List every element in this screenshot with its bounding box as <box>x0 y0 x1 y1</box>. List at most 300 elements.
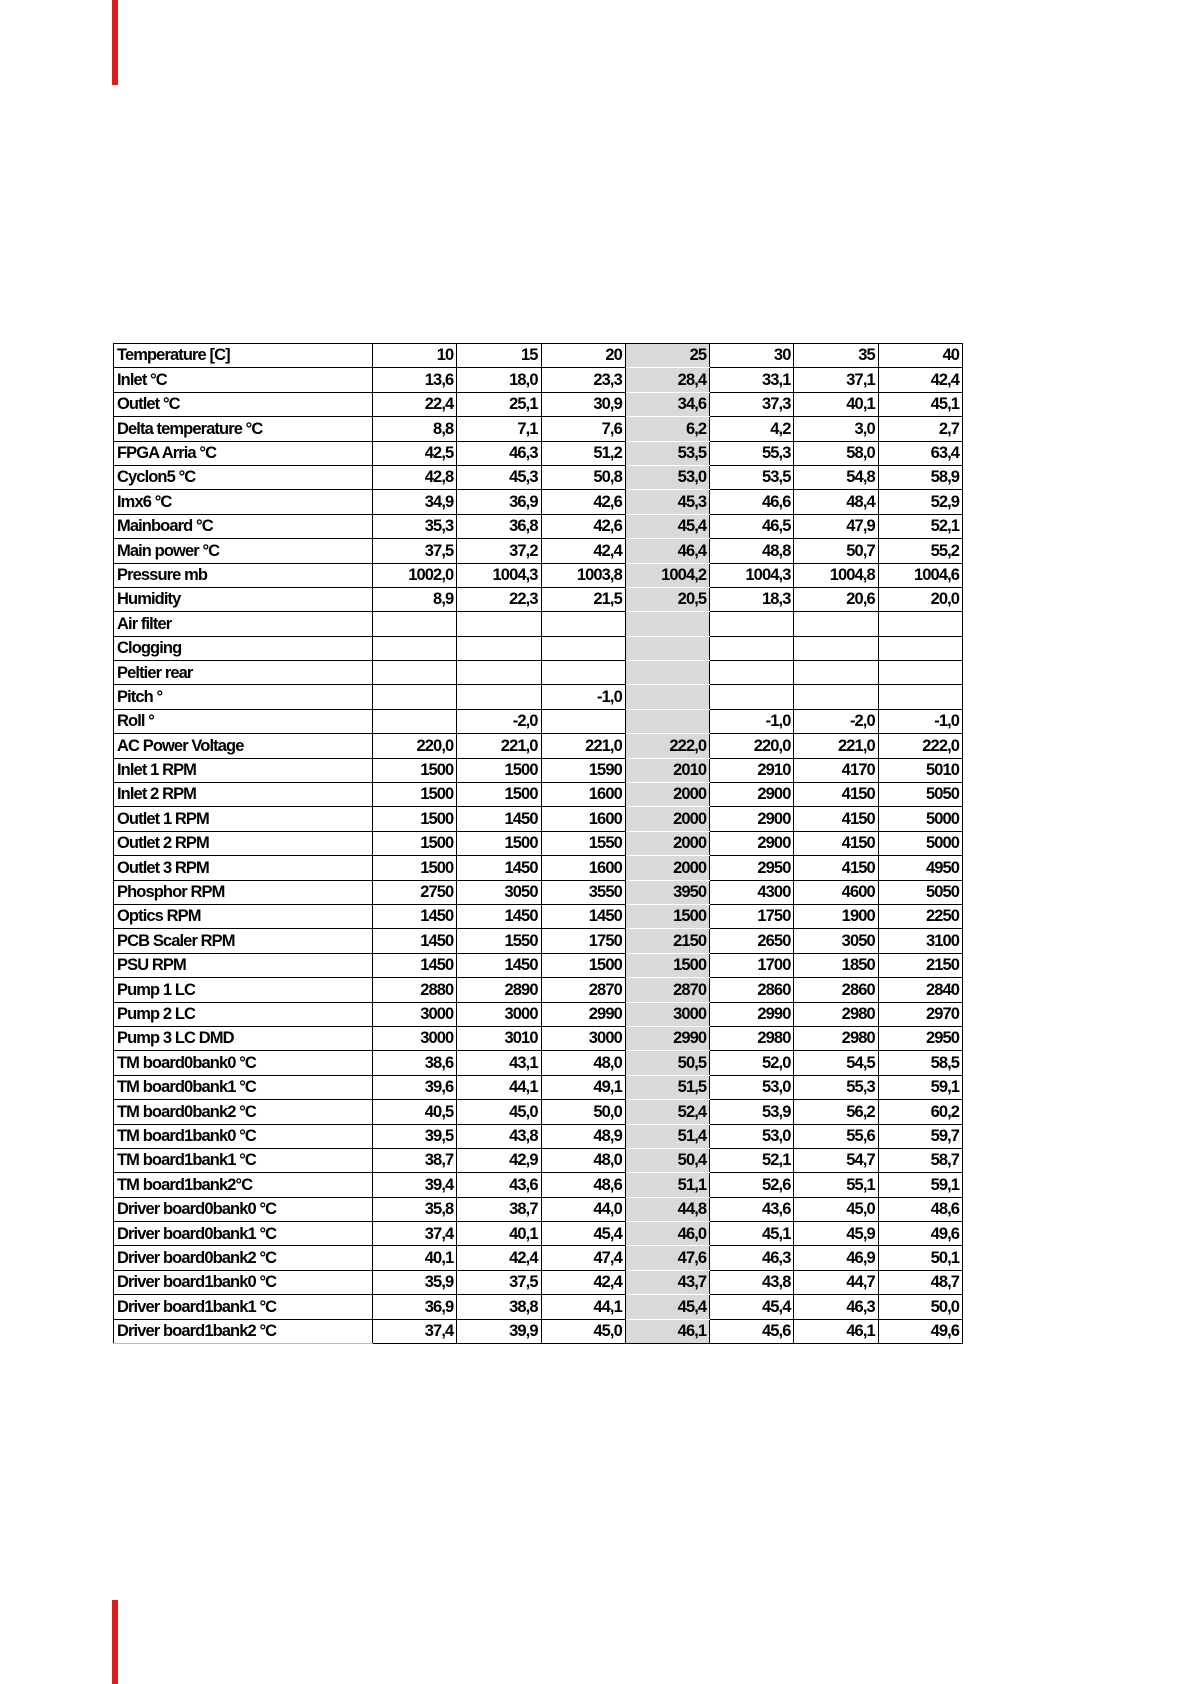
value-cell <box>878 636 962 660</box>
value-cell: 58,0 <box>794 441 878 465</box>
value-cell: 51,1 <box>625 1173 709 1197</box>
value-cell: 46,4 <box>625 539 709 563</box>
value-cell: 3100 <box>878 929 962 953</box>
value-cell: 7,1 <box>457 417 541 441</box>
value-cell: 42,6 <box>541 490 625 514</box>
value-cell: 20,5 <box>625 587 709 611</box>
row-label: Cyclon5 °C <box>114 465 373 489</box>
value-cell: 54,8 <box>794 465 878 489</box>
value-cell: 4950 <box>878 856 962 880</box>
value-cell: 42,4 <box>878 368 962 392</box>
table-row <box>114 807 963 831</box>
value-cell <box>710 661 794 685</box>
value-cell: 38,6 <box>373 1051 457 1075</box>
value-cell: 46,1 <box>625 1319 709 1343</box>
value-cell: 1900 <box>794 904 878 928</box>
value-cell: 50,4 <box>625 1148 709 1172</box>
value-cell: 1700 <box>710 953 794 977</box>
row-label: Humidity <box>114 587 373 611</box>
table-row <box>114 1319 963 1343</box>
table-row <box>114 1002 963 1026</box>
value-cell: 51,4 <box>625 1124 709 1148</box>
value-cell: 52,0 <box>710 1051 794 1075</box>
value-cell: 1850 <box>794 953 878 977</box>
table-row <box>114 587 963 611</box>
value-cell: 1550 <box>457 929 541 953</box>
value-cell: 40,5 <box>373 1100 457 1124</box>
value-cell: 221,0 <box>794 734 878 758</box>
value-cell: -2,0 <box>794 709 878 733</box>
table-row <box>114 441 963 465</box>
value-cell <box>625 636 709 660</box>
value-cell: 1500 <box>625 953 709 977</box>
value-cell: 1450 <box>373 953 457 977</box>
value-cell: 4170 <box>794 758 878 782</box>
row-label: Pump 3 LC DMD <box>114 1026 373 1050</box>
value-cell: 4300 <box>710 880 794 904</box>
row-label: Driver board0bank0 °C <box>114 1197 373 1221</box>
row-label: Clogging <box>114 636 373 660</box>
value-cell <box>625 709 709 733</box>
row-label: Outlet °C <box>114 392 373 416</box>
value-cell: 1600 <box>541 783 625 807</box>
value-cell: 50,0 <box>541 1100 625 1124</box>
value-cell: 35,3 <box>373 514 457 538</box>
value-cell: 1450 <box>373 904 457 928</box>
value-cell <box>710 636 794 660</box>
table-row <box>114 1173 963 1197</box>
value-cell: -2,0 <box>457 709 541 733</box>
value-cell: 47,4 <box>541 1246 625 1270</box>
value-cell <box>878 612 962 636</box>
value-cell: 45,0 <box>541 1319 625 1343</box>
value-cell: 21,5 <box>541 587 625 611</box>
value-cell: 34,9 <box>373 490 457 514</box>
value-cell: 52,1 <box>710 1148 794 1172</box>
value-cell: 37,4 <box>373 1222 457 1246</box>
table-row <box>114 904 963 928</box>
value-cell: 1004,3 <box>710 563 794 587</box>
value-cell: 2860 <box>794 978 878 1002</box>
table-row <box>114 636 963 660</box>
value-cell: 55,1 <box>794 1173 878 1197</box>
value-cell <box>373 661 457 685</box>
value-cell <box>710 685 794 709</box>
table-row <box>114 490 963 514</box>
value-cell: 53,5 <box>710 465 794 489</box>
value-cell <box>541 709 625 733</box>
table-row <box>114 1270 963 1294</box>
value-cell: 3050 <box>794 929 878 953</box>
value-cell: 1590 <box>541 758 625 782</box>
value-cell <box>794 612 878 636</box>
table-row <box>114 1124 963 1148</box>
value-cell: 43,7 <box>625 1270 709 1294</box>
table-row <box>114 758 963 782</box>
table-row <box>114 1148 963 1172</box>
value-cell: 36,9 <box>373 1295 457 1319</box>
value-cell: 22,3 <box>457 587 541 611</box>
table-row <box>114 1100 963 1124</box>
value-cell: 51,2 <box>541 441 625 465</box>
column-header-cell: 25 <box>625 344 709 368</box>
value-cell <box>373 612 457 636</box>
value-cell: 53,5 <box>625 441 709 465</box>
value-cell: 55,3 <box>794 1075 878 1099</box>
value-cell: 2150 <box>878 953 962 977</box>
value-cell: 1600 <box>541 807 625 831</box>
value-cell: 4150 <box>794 807 878 831</box>
table-row <box>114 1295 963 1319</box>
row-label: Temperature [C] <box>114 344 373 368</box>
row-label: TM board1bank2°C <box>114 1173 373 1197</box>
value-cell: 55,2 <box>878 539 962 563</box>
value-cell: 48,8 <box>710 539 794 563</box>
row-label: TM board0bank0 °C <box>114 1051 373 1075</box>
value-cell: 1600 <box>541 856 625 880</box>
value-cell: 7,6 <box>541 417 625 441</box>
table-row <box>114 953 963 977</box>
value-cell: 30,9 <box>541 392 625 416</box>
value-cell: 3010 <box>457 1026 541 1050</box>
column-header-cell: 15 <box>457 344 541 368</box>
row-label: Inlet 2 RPM <box>114 783 373 807</box>
value-cell: -1,0 <box>710 709 794 733</box>
value-cell: 3000 <box>373 1026 457 1050</box>
value-cell: 42,4 <box>541 1270 625 1294</box>
value-cell: 45,4 <box>625 1295 709 1319</box>
measurement-table <box>113 343 963 1344</box>
value-cell: 46,6 <box>710 490 794 514</box>
value-cell: 51,5 <box>625 1075 709 1099</box>
row-label: Main power °C <box>114 539 373 563</box>
table-row <box>114 661 963 685</box>
column-header-cell: 40 <box>878 344 962 368</box>
value-cell: 2000 <box>625 831 709 855</box>
row-label: Roll ° <box>114 709 373 733</box>
header-row <box>114 344 963 368</box>
value-cell: 22,4 <box>373 392 457 416</box>
row-label: TM board0bank2 °C <box>114 1100 373 1124</box>
value-cell: 3000 <box>541 1026 625 1050</box>
value-cell: 54,5 <box>794 1051 878 1075</box>
value-cell: 34,6 <box>625 392 709 416</box>
value-cell: 46,3 <box>794 1295 878 1319</box>
value-cell: 48,0 <box>541 1051 625 1075</box>
row-label: Pressure mb <box>114 563 373 587</box>
value-cell: 4600 <box>794 880 878 904</box>
value-cell <box>541 636 625 660</box>
value-cell: 222,0 <box>878 734 962 758</box>
value-cell: 38,7 <box>457 1197 541 1221</box>
value-cell: 37,1 <box>794 368 878 392</box>
value-cell: 28,4 <box>625 368 709 392</box>
value-cell: 36,8 <box>457 514 541 538</box>
table-row <box>114 1051 963 1075</box>
value-cell: 48,4 <box>794 490 878 514</box>
value-cell: 44,1 <box>541 1295 625 1319</box>
value-cell: 3000 <box>373 1002 457 1026</box>
value-cell: 1500 <box>457 783 541 807</box>
value-cell: 1450 <box>457 953 541 977</box>
row-label: Driver board1bank2 °C <box>114 1319 373 1343</box>
value-cell <box>457 685 541 709</box>
value-cell: 1500 <box>373 807 457 831</box>
value-cell: 45,6 <box>710 1319 794 1343</box>
table-row <box>114 831 963 855</box>
value-cell: 46,5 <box>710 514 794 538</box>
value-cell: 33,1 <box>710 368 794 392</box>
value-cell: 39,4 <box>373 1173 457 1197</box>
value-cell: 52,1 <box>878 514 962 538</box>
value-cell: 8,9 <box>373 587 457 611</box>
row-label: Outlet 1 RPM <box>114 807 373 831</box>
value-cell: 58,5 <box>878 1051 962 1075</box>
value-cell <box>541 612 625 636</box>
value-cell <box>625 685 709 709</box>
table-row <box>114 783 963 807</box>
value-cell: 48,6 <box>878 1197 962 1221</box>
row-label: FPGA Arria °C <box>114 441 373 465</box>
table-row <box>114 978 963 1002</box>
value-cell: 2250 <box>878 904 962 928</box>
value-cell: 44,1 <box>457 1075 541 1099</box>
table-row <box>114 1075 963 1099</box>
value-cell: 42,4 <box>457 1246 541 1270</box>
value-cell <box>457 661 541 685</box>
value-cell: 55,3 <box>710 441 794 465</box>
value-cell: 48,6 <box>541 1173 625 1197</box>
value-cell: 18,3 <box>710 587 794 611</box>
table-row <box>114 1197 963 1221</box>
value-cell: 59,1 <box>878 1075 962 1099</box>
value-cell: 50,1 <box>878 1246 962 1270</box>
value-cell: 58,9 <box>878 465 962 489</box>
value-cell: 1450 <box>457 807 541 831</box>
column-header-cell: 35 <box>794 344 878 368</box>
table-row <box>114 734 963 758</box>
value-cell <box>373 685 457 709</box>
value-cell: 39,5 <box>373 1124 457 1148</box>
value-cell: 2,7 <box>878 417 962 441</box>
value-cell: 46,3 <box>710 1246 794 1270</box>
value-cell: 49,6 <box>878 1222 962 1246</box>
value-cell: 5050 <box>878 880 962 904</box>
value-cell <box>878 685 962 709</box>
value-cell: 3950 <box>625 880 709 904</box>
value-cell <box>541 661 625 685</box>
value-cell: 2900 <box>710 831 794 855</box>
value-cell: 60,2 <box>878 1100 962 1124</box>
value-cell: 6,2 <box>625 417 709 441</box>
value-cell: 1002,0 <box>373 563 457 587</box>
row-label: Driver board1bank1 °C <box>114 1295 373 1319</box>
value-cell: 1450 <box>457 904 541 928</box>
accent-bar-bottom <box>112 1600 118 1684</box>
value-cell: 1500 <box>373 831 457 855</box>
row-label: Inlet 1 RPM <box>114 758 373 782</box>
value-cell: 50,7 <box>794 539 878 563</box>
row-label: TM board1bank0 °C <box>114 1124 373 1148</box>
value-cell: 221,0 <box>541 734 625 758</box>
value-cell: 13,6 <box>373 368 457 392</box>
value-cell: 220,0 <box>373 734 457 758</box>
value-cell: 35,8 <box>373 1197 457 1221</box>
value-cell: 43,6 <box>710 1197 794 1221</box>
value-cell: 45,4 <box>541 1222 625 1246</box>
value-cell: 52,9 <box>878 490 962 514</box>
value-cell: 38,8 <box>457 1295 541 1319</box>
measurement-table-container <box>113 343 963 1344</box>
value-cell: 25,1 <box>457 392 541 416</box>
value-cell: 2000 <box>625 856 709 880</box>
value-cell: 1500 <box>373 758 457 782</box>
value-cell <box>625 661 709 685</box>
value-cell: 4,2 <box>710 417 794 441</box>
value-cell: 45,0 <box>457 1100 541 1124</box>
value-cell: 2000 <box>625 807 709 831</box>
value-cell: 3000 <box>625 1002 709 1026</box>
value-cell: 46,9 <box>794 1246 878 1270</box>
value-cell: 42,4 <box>541 539 625 563</box>
value-cell: 40,1 <box>794 392 878 416</box>
value-cell: 52,4 <box>625 1100 709 1124</box>
value-cell: 2840 <box>878 978 962 1002</box>
value-cell: 55,6 <box>794 1124 878 1148</box>
value-cell: 37,5 <box>457 1270 541 1294</box>
value-cell: 43,6 <box>457 1173 541 1197</box>
value-cell: 43,8 <box>457 1124 541 1148</box>
row-label: Pump 2 LC <box>114 1002 373 1026</box>
value-cell: 1450 <box>373 929 457 953</box>
value-cell: 48,7 <box>878 1270 962 1294</box>
value-cell: 4150 <box>794 856 878 880</box>
value-cell: 37,4 <box>373 1319 457 1343</box>
value-cell: 44,7 <box>794 1270 878 1294</box>
value-cell: 59,1 <box>878 1173 962 1197</box>
value-cell <box>878 661 962 685</box>
value-cell: 49,6 <box>878 1319 962 1343</box>
table-row <box>114 1222 963 1246</box>
row-label: Pitch ° <box>114 685 373 709</box>
value-cell <box>794 685 878 709</box>
value-cell: 2950 <box>710 856 794 880</box>
value-cell: 45,1 <box>710 1222 794 1246</box>
column-header-cell: 10 <box>373 344 457 368</box>
value-cell: 1500 <box>457 831 541 855</box>
value-cell: 1004,6 <box>878 563 962 587</box>
row-label: Delta temperature °C <box>114 417 373 441</box>
value-cell: 53,0 <box>710 1075 794 1099</box>
table-row <box>114 612 963 636</box>
value-cell: 2980 <box>794 1002 878 1026</box>
value-cell <box>373 636 457 660</box>
table-row <box>114 709 963 733</box>
table-row <box>114 929 963 953</box>
value-cell: 37,2 <box>457 539 541 563</box>
value-cell: 40,1 <box>373 1246 457 1270</box>
value-cell: 54,7 <box>794 1148 878 1172</box>
value-cell: 1500 <box>373 856 457 880</box>
row-label: Driver board0bank2 °C <box>114 1246 373 1270</box>
row-label: TM board1bank1 °C <box>114 1148 373 1172</box>
value-cell: 2990 <box>710 1002 794 1026</box>
value-cell: 2900 <box>710 783 794 807</box>
value-cell: 2900 <box>710 807 794 831</box>
value-cell: 47,6 <box>625 1246 709 1270</box>
value-cell: -1,0 <box>878 709 962 733</box>
value-cell: 20,6 <box>794 587 878 611</box>
value-cell: 42,6 <box>541 514 625 538</box>
value-cell <box>457 612 541 636</box>
value-cell <box>794 661 878 685</box>
value-cell: 3000 <box>457 1002 541 1026</box>
value-cell: 45,3 <box>457 465 541 489</box>
table-row <box>114 392 963 416</box>
value-cell: 46,1 <box>794 1319 878 1343</box>
row-label: Phosphor RPM <box>114 880 373 904</box>
table-row <box>114 368 963 392</box>
row-label: Imx6 °C <box>114 490 373 514</box>
value-cell: 2000 <box>625 783 709 807</box>
row-label: Outlet 3 RPM <box>114 856 373 880</box>
value-cell: 2980 <box>710 1026 794 1050</box>
value-cell: 3050 <box>457 880 541 904</box>
value-cell: 50,8 <box>541 465 625 489</box>
value-cell: 5050 <box>878 783 962 807</box>
value-cell: 1500 <box>541 953 625 977</box>
value-cell: 2880 <box>373 978 457 1002</box>
value-cell: 53,0 <box>625 465 709 489</box>
value-cell: 3550 <box>541 880 625 904</box>
value-cell: 39,6 <box>373 1075 457 1099</box>
value-cell: 2970 <box>878 1002 962 1026</box>
row-label: AC Power Voltage <box>114 734 373 758</box>
value-cell: 2650 <box>710 929 794 953</box>
value-cell: 50,5 <box>625 1051 709 1075</box>
value-cell: 1500 <box>373 783 457 807</box>
value-cell: 37,5 <box>373 539 457 563</box>
value-cell: 45,4 <box>710 1295 794 1319</box>
value-cell: 2150 <box>625 929 709 953</box>
table-row <box>114 685 963 709</box>
value-cell: 8,8 <box>373 417 457 441</box>
value-cell: 56,2 <box>794 1100 878 1124</box>
value-cell: 1004,2 <box>625 563 709 587</box>
value-cell: 45,9 <box>794 1222 878 1246</box>
table-row <box>114 539 963 563</box>
table-row <box>114 880 963 904</box>
value-cell: 43,1 <box>457 1051 541 1075</box>
value-cell: 5000 <box>878 807 962 831</box>
value-cell: 2870 <box>541 978 625 1002</box>
value-cell: -1,0 <box>541 685 625 709</box>
value-cell: 3,0 <box>794 417 878 441</box>
value-cell: 53,9 <box>710 1100 794 1124</box>
row-label: Driver board0bank1 °C <box>114 1222 373 1246</box>
value-cell: 42,5 <box>373 441 457 465</box>
value-cell: 45,1 <box>878 392 962 416</box>
value-cell: 23,3 <box>541 368 625 392</box>
value-cell: 38,7 <box>373 1148 457 1172</box>
value-cell: 2990 <box>541 1002 625 1026</box>
column-header-cell: 20 <box>541 344 625 368</box>
value-cell: 47,9 <box>794 514 878 538</box>
value-cell: 63,4 <box>878 441 962 465</box>
value-cell: 49,1 <box>541 1075 625 1099</box>
table-row <box>114 514 963 538</box>
value-cell: 5010 <box>878 758 962 782</box>
